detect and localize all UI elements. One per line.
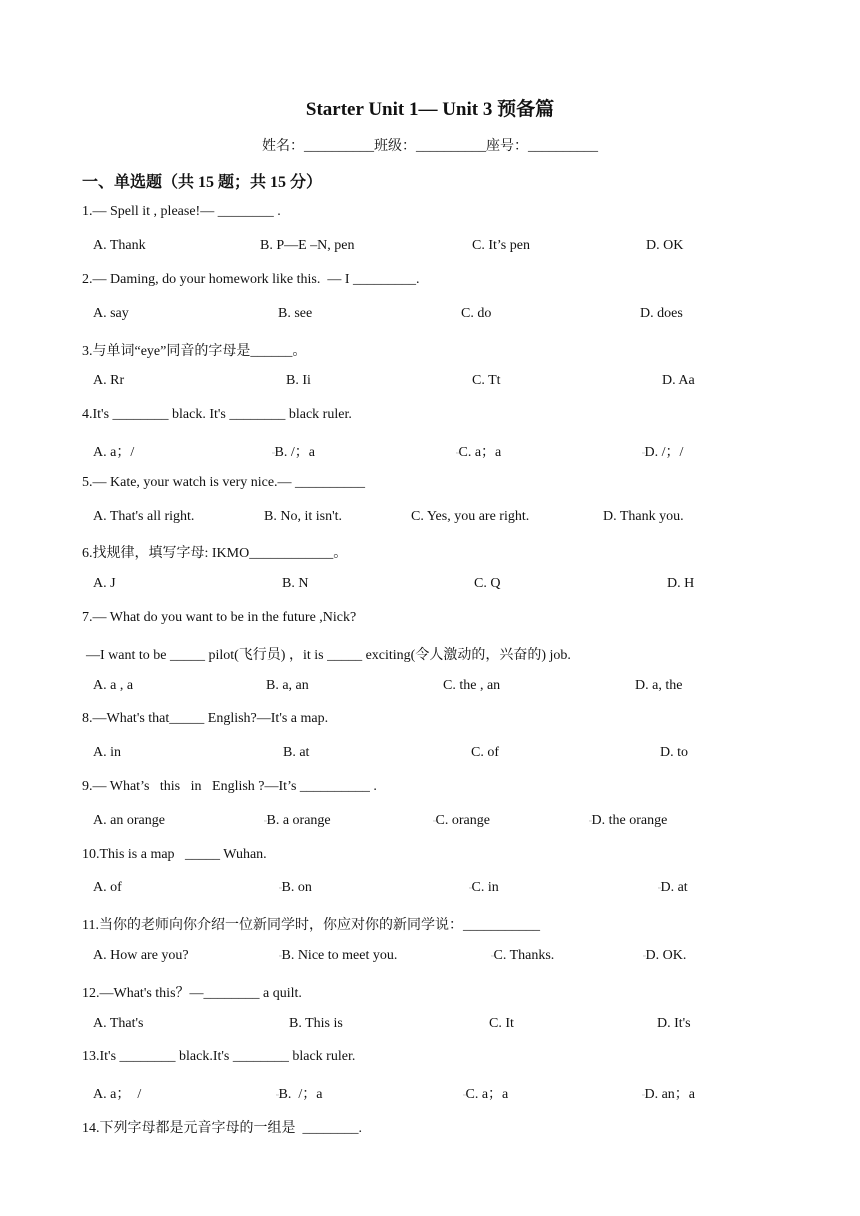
q3-option-b[interactable]: B. Ii xyxy=(286,373,311,388)
q7-option-c[interactable]: C. the , an xyxy=(443,678,501,693)
q5-option-d[interactable]: D. Thank you. xyxy=(603,509,684,524)
student-info-line: 姓名：__________班级：__________座号：__________ xyxy=(262,139,598,154)
q11-option-c[interactable]: ▫C. Thanks. xyxy=(491,948,555,963)
q1-option-b[interactable]: B. P—E –N, pen xyxy=(260,238,355,253)
q10-option-b[interactable]: ▫B. on xyxy=(279,880,312,895)
option-marker-icon: ▫ xyxy=(264,816,267,825)
q4-option-a[interactable]: A. a；/ xyxy=(93,445,135,460)
q3-option-c[interactable]: C. Tt xyxy=(472,373,501,388)
q8-option-c[interactable]: C. of xyxy=(471,745,499,760)
question-3: 3.与单词“eye”同音的字母是______。 xyxy=(82,344,307,359)
q11-option-d[interactable]: ▫D. OK. xyxy=(643,948,687,963)
option-marker-icon: ▫ xyxy=(491,951,494,960)
option-marker-icon: ▫ xyxy=(658,883,661,892)
q4-option-d[interactable]: ▫D. /；/ xyxy=(642,445,684,460)
q2-option-a[interactable]: A. say xyxy=(93,306,129,321)
q2-option-c[interactable]: C. do xyxy=(461,306,492,321)
option-marker-icon: ▫ xyxy=(272,448,275,457)
q10-option-a[interactable]: A. of xyxy=(93,880,122,895)
q8-option-d[interactable]: D. to xyxy=(660,745,688,760)
q13-option-b[interactable]: ▫B. /；a xyxy=(276,1087,323,1102)
q12-option-c[interactable]: C. It xyxy=(489,1016,514,1031)
q11-option-b[interactable]: ▫B. Nice to meet you. xyxy=(279,948,398,963)
section-heading: 一、单选题（共 15 题；共 15 分） xyxy=(82,174,323,191)
option-marker-icon: ▫ xyxy=(279,951,282,960)
question-12: 12.—What's this？—________ a quilt. xyxy=(82,986,302,1001)
question-11: 11.当你的老师向你介绍一位新同学时，你应对你的新同学说：___________ xyxy=(82,918,540,933)
q12-option-b[interactable]: B. This is xyxy=(289,1016,343,1031)
option-marker-icon: ▫ xyxy=(589,816,592,825)
q3-option-d[interactable]: D. Aa xyxy=(662,373,695,388)
q9-option-a[interactable]: A. an orange xyxy=(93,813,165,828)
question-7: 7.— What do you want to be in the future ,Nick? xyxy=(82,610,357,625)
q6-option-d[interactable]: D. H xyxy=(667,576,695,591)
page-title: Starter Unit 1— Unit 3 预备篇 xyxy=(305,99,555,120)
q13-option-d[interactable]: ▫D. an；a xyxy=(642,1087,696,1102)
q7-option-d[interactable]: D. a, the xyxy=(635,678,683,693)
question-14: 14.下列字母都是元音字母的一组是 ________. xyxy=(82,1121,362,1136)
q10-option-c[interactable]: ▫C. in xyxy=(469,880,499,895)
q4-option-c[interactable]: ▫C. a；a xyxy=(456,445,502,460)
question-4: 4.It's ________ black. It's ________ black ruler. xyxy=(82,407,352,422)
option-marker-icon: ▫ xyxy=(276,1090,279,1099)
q1-option-d[interactable]: D. OK xyxy=(646,238,684,253)
q6-option-b[interactable]: B. N xyxy=(282,576,309,591)
option-marker-icon: ▫ xyxy=(642,1090,645,1099)
option-marker-icon: ▫ xyxy=(642,448,645,457)
q4-option-b[interactable]: ▫B. /；a xyxy=(272,445,315,460)
option-marker-icon: ▫ xyxy=(279,883,282,892)
q1-option-a[interactable]: A. Thank xyxy=(93,238,146,253)
q7-option-b[interactable]: B. a, an xyxy=(266,678,309,693)
q2-option-d[interactable]: D. does xyxy=(640,306,683,321)
option-marker-icon: ▫ xyxy=(469,883,472,892)
q13-option-a[interactable]: A. a； / xyxy=(93,1087,142,1102)
question-9: 9.— What’s this in English ?—It’s __________ . xyxy=(82,779,377,794)
q5-option-b[interactable]: B. No, it isn't. xyxy=(264,509,342,524)
q2-option-b[interactable]: B. see xyxy=(278,306,313,321)
q3-option-a[interactable]: A. Rr xyxy=(93,373,125,388)
q12-option-a[interactable]: A. That's xyxy=(93,1016,144,1031)
question-1: 1.— Spell it , please!— ________ . xyxy=(82,204,281,219)
option-marker-icon: ▫ xyxy=(456,448,459,457)
q6-option-a[interactable]: A. J xyxy=(93,576,116,591)
q13-option-c[interactable]: ▫C. a；a xyxy=(463,1087,509,1102)
q6-option-c[interactable]: C. Q xyxy=(474,576,501,591)
q5-option-c[interactable]: C. Yes, you are right. xyxy=(411,509,530,524)
question-8: 8.—What's that_____ English?—It's a map. xyxy=(82,711,329,726)
q9-option-d[interactable]: ▫D. the orange xyxy=(589,813,668,828)
q5-option-a[interactable]: A. That's all right. xyxy=(93,509,195,524)
question-10: 10.This is a map _____ Wuhan. xyxy=(82,847,267,862)
option-marker-icon: ▫ xyxy=(463,1090,466,1099)
q12-option-d[interactable]: D. It's xyxy=(657,1016,691,1031)
q10-option-d[interactable]: ▫D. at xyxy=(658,880,688,895)
question-7-line-2: —I want to be _____ pilot(飞行员) ，it is _____ exciting(令人激动的，兴奋的) job. xyxy=(86,648,571,663)
q7-option-a[interactable]: A. a , a xyxy=(93,678,134,693)
q9-option-b[interactable]: ▫B. a orange xyxy=(264,813,331,828)
question-2: 2.— Daming, do your homework like this. — I _________. xyxy=(82,272,420,287)
q11-option-a[interactable]: A. How are you? xyxy=(93,948,189,963)
option-marker-icon: ▫ xyxy=(643,951,646,960)
q8-option-b[interactable]: B. at xyxy=(283,745,310,760)
q9-option-c[interactable]: ▫C. orange xyxy=(433,813,490,828)
q8-option-a[interactable]: A. in xyxy=(93,745,121,760)
question-5: 5.— Kate, your watch is very nice.— __________ xyxy=(82,475,366,490)
question-6: 6.找规律，填写字母: IKMO____________。 xyxy=(82,546,348,561)
option-marker-icon: ▫ xyxy=(433,816,436,825)
question-13: 13.It's ________ black.It's ________ black ruler. xyxy=(82,1049,356,1064)
q1-option-c[interactable]: C. It’s pen xyxy=(472,238,530,253)
